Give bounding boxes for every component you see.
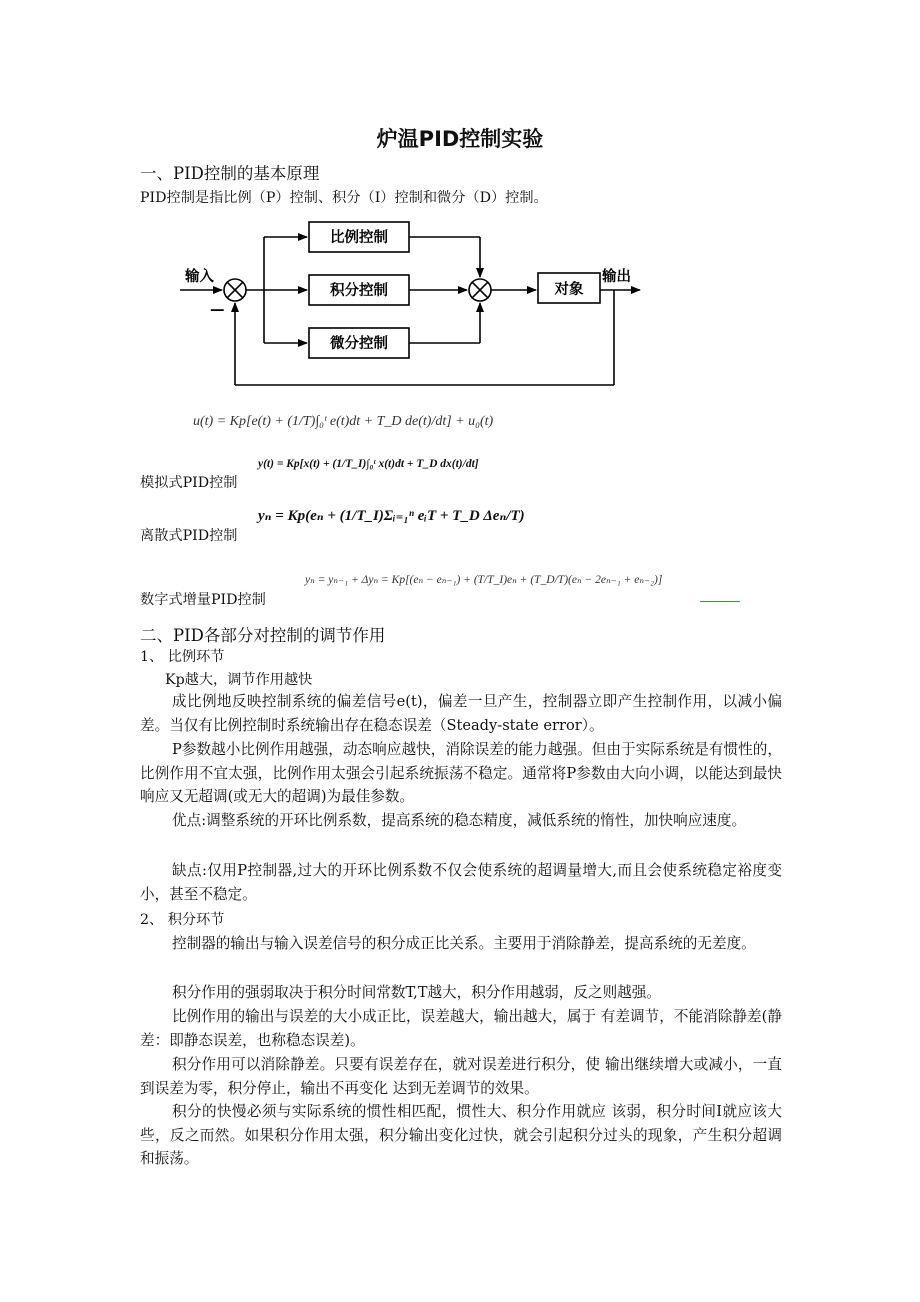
green-underline xyxy=(700,601,740,602)
derivative-label: 微分控制 xyxy=(330,336,388,352)
paragraph-p7: 比例作用的输出与误差的大小成正比，误差越大，输出越大，属于 有差调节，不能消除静差(静差：即静态误差，也称稳态误差)。 xyxy=(140,1008,782,1049)
continuous-pid-formula: u(t) = Kp[e(t) + (1/T)∫₀ᵗ e(t)dt + T_D de(t)/dt] + u₀(t) xyxy=(193,414,494,429)
paragraph-p9: 积分的快慢必须与实际系统的惯性相匹配，惯性大、积分作用就应 该弱，积分时间I就应该大些，反之而然。如果积分作用太强，积分输出变化过快，就会引起积分过头的现象，产生积分超调和振荡。 xyxy=(140,1103,782,1167)
output-label: 输出 xyxy=(602,269,631,285)
paragraph-p2: P参数越小比例作用越强，动态响应越快，消除误差的能力越强。但由于实际系统是有惯性的，比例作用不宜太强，比例作用太强会引起系统振荡不稳定。通常将P参数由大向小调，以能达到最快响应又无超调(或无大的超调)为最佳参数。 xyxy=(140,741,782,805)
paragraph-p4: 缺点:仅用P控制器,过大的开环比例系数不仅会使系统的超调量增大,而且会使系统稳定裕度变小，甚至不稳定。 xyxy=(140,862,782,903)
input-label: 输入 xyxy=(185,269,214,285)
discrete-pid-formula: yₙ = Kp(eₙ + (1/T_I)Σᵢ₌₁ⁿ eᵢT + T_D Δeₙ/T) xyxy=(258,508,525,524)
section2-heading: 二、PID各部分对控制的调节作用 xyxy=(140,626,386,645)
analog-pid-label: 模拟式PID控制 xyxy=(140,475,238,491)
integral-label: 积分控制 xyxy=(330,283,388,299)
paragraph-p8: 积分作用可以消除静差。只要有误差存在，就对误差进行积分，使 输出继续增大或减小，一直到误差为零，积分停止，输出不再变化 达到无差调节的效果。 xyxy=(140,1056,782,1097)
paragraph-p6: 积分作用的强弱取决于积分时间常数T,T越大，积分作用越弱，反之则越强。 xyxy=(172,984,661,1001)
incremental-pid-label: 数字式增量PID控制 xyxy=(140,592,266,608)
subsection-integral: 2、 积分环节 xyxy=(140,912,225,928)
page-title: 炉温PID控制实验 xyxy=(376,127,544,151)
analog-pid-formula: y(t) = Kp[x(t) + (1/T_I)∫₀ᵗ x(t)dt + T_D dx(t)/dt] xyxy=(258,458,479,470)
kp-line: Kp越大，调节作用越快 xyxy=(165,672,313,688)
subsection-proportional: 1、 比例环节 xyxy=(140,649,225,665)
discrete-pid-label: 离散式PID控制 xyxy=(140,528,238,544)
section1-heading: 一、PID控制的基本原理 xyxy=(140,164,320,183)
minus-sign: — xyxy=(210,302,225,318)
paragraph-p1: 成比例地反映控制系统的偏差信号e(t)，偏差一旦产生，控制器立即产生控制作用，以减小偏差。当仅有比例控制时系统输出存在稳态误差（Steady-state error）。 xyxy=(140,693,782,734)
plant-label: 对象 xyxy=(554,282,584,298)
proportional-label: 比例控制 xyxy=(330,230,388,246)
incremental-pid-formula: yₙ = yₙ₋₁ + Δyₙ = Kp[(eₙ − eₙ₋₁) + (T/T_I)eₙ + (T_D/T)(eₙ − 2eₙ₋₁ + eₙ₋₂)] xyxy=(305,574,663,586)
section1-intro: PID控制是指比例（P）控制、积分（I）控制和微分（D）控制。 xyxy=(140,190,548,206)
paragraph-p5: 控制器的输出与输入误差信号的积分成正比关系。主要用于消除静差，提高系统的无差度。 xyxy=(172,935,756,952)
pid-block-diagram xyxy=(170,210,660,390)
paragraph-p3: 优点:调整系统的开环比例系数，提高系统的稳态精度，减低系统的惰性，加快响应速度。 xyxy=(172,812,747,829)
